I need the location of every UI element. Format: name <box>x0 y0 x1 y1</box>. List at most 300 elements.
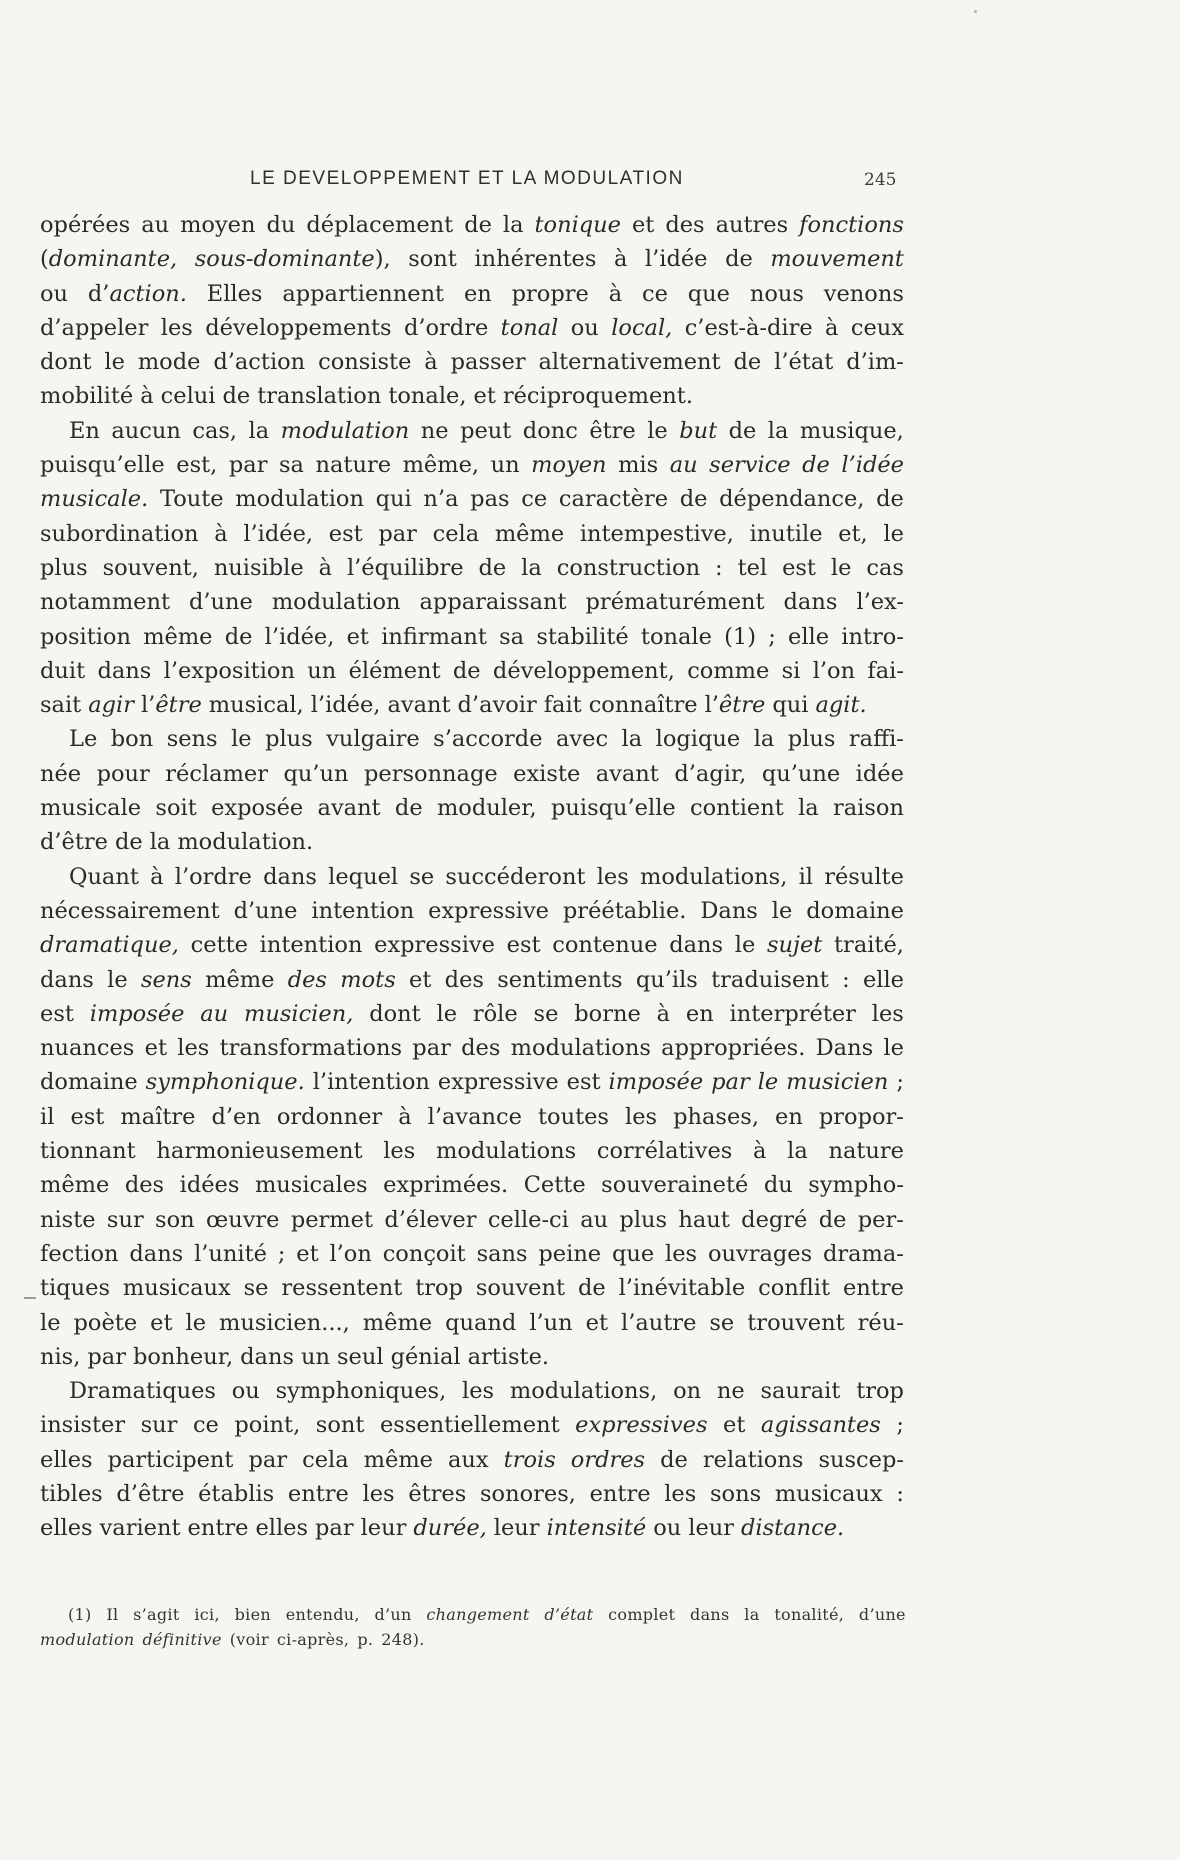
word: artiste. <box>467 1343 550 1370</box>
word: connaître <box>588 692 698 719</box>
text-line <box>40 825 904 859</box>
word: des <box>287 966 327 993</box>
word: cela <box>302 1446 349 1473</box>
footnote-line <box>40 1602 906 1627</box>
word: l’inévitable <box>618 1275 746 1302</box>
word: nuances <box>40 1035 135 1062</box>
word: entre <box>287 1480 349 1507</box>
word: à <box>608 280 623 307</box>
word: œuvre <box>205 1206 280 1233</box>
word: tibles <box>40 1480 103 1507</box>
word: est <box>328 520 363 547</box>
word: entre <box>187 1515 249 1542</box>
word: modulation <box>235 486 364 513</box>
word: de <box>728 417 757 444</box>
word: mode <box>137 349 201 376</box>
word: conçoit <box>382 1240 466 1267</box>
word: au <box>141 212 170 238</box>
word: avant <box>595 760 659 787</box>
word: que <box>611 1240 655 1267</box>
text-line <box>40 1306 904 1340</box>
word: musicien..., <box>219 1309 350 1336</box>
word: intro- <box>841 623 904 650</box>
word: complet <box>608 1605 676 1624</box>
word: est <box>40 1000 74 1027</box>
word: entre <box>589 1480 651 1507</box>
word: par <box>412 1035 451 1062</box>
word: en <box>685 1000 714 1027</box>
word: le <box>185 1309 207 1336</box>
word: transformations <box>219 1035 403 1062</box>
word: agir <box>88 692 134 719</box>
word: de <box>114 829 143 856</box>
word: lequel <box>328 863 399 890</box>
word: peut <box>460 417 512 444</box>
word: l’unité <box>194 1240 267 1267</box>
word: agit. <box>815 692 867 719</box>
word: est <box>70 1103 105 1130</box>
word: plus <box>265 726 313 753</box>
word: la <box>502 212 524 238</box>
word: le <box>647 417 668 444</box>
word: musicales <box>254 1172 368 1199</box>
word: si <box>781 657 801 684</box>
word: que <box>687 280 730 307</box>
text-line <box>40 242 904 276</box>
word: qui <box>772 692 809 719</box>
word: un <box>307 657 337 684</box>
word: son <box>155 1206 195 1233</box>
word: d’état <box>544 1605 594 1624</box>
word: l’autre <box>621 1309 697 1336</box>
word: elles <box>255 1515 309 1542</box>
word: Dramatiques <box>69 1378 216 1405</box>
word: qu’un <box>283 760 349 787</box>
word: sujet <box>766 932 823 959</box>
word: (1) <box>68 1605 92 1624</box>
word: dont <box>40 349 92 376</box>
word: même <box>494 520 565 547</box>
text-line <box>40 585 904 619</box>
word: et <box>473 383 496 410</box>
word: de <box>725 246 753 273</box>
word: à <box>398 1103 412 1130</box>
word: position <box>40 623 131 650</box>
word: la <box>621 726 643 753</box>
word: tonique <box>534 212 621 238</box>
word: construction <box>556 554 701 581</box>
word: et <box>144 1035 167 1062</box>
word: corrélatives <box>596 1138 733 1165</box>
word: la <box>767 417 789 444</box>
text-line <box>40 620 904 654</box>
word: trop <box>415 1275 463 1302</box>
word: l’on <box>329 1240 372 1267</box>
word: sans <box>476 1240 528 1267</box>
word: Quant <box>69 863 139 890</box>
word: ne <box>716 1378 745 1405</box>
word: consiste <box>318 349 412 376</box>
word: bon <box>110 726 154 753</box>
word: bien <box>234 1605 271 1624</box>
word: c’est-à-dire <box>684 314 813 341</box>
word: même <box>143 623 213 650</box>
word: développement, <box>492 657 675 684</box>
word: elle <box>862 966 904 993</box>
word: d’être <box>116 1480 185 1507</box>
word: ordres <box>570 1446 646 1473</box>
word: déplacement <box>306 212 454 238</box>
word: donc <box>522 417 578 444</box>
word: nature <box>828 1138 904 1165</box>
word: résulte <box>824 863 904 890</box>
text-line <box>40 1271 904 1305</box>
word: pas <box>470 486 510 513</box>
word: les <box>665 1240 698 1267</box>
text-line <box>40 1237 904 1271</box>
word: en <box>775 1103 803 1130</box>
word: durée, <box>413 1515 487 1542</box>
word: sympho- <box>808 1172 904 1199</box>
word: ou <box>570 314 599 341</box>
word: propre <box>511 280 589 307</box>
word: d’un <box>374 1605 412 1624</box>
word: d’en <box>211 1103 261 1130</box>
word: même <box>40 1172 110 1199</box>
word: modulation <box>271 589 401 616</box>
word: idées <box>179 1172 240 1199</box>
word: par <box>711 1069 750 1096</box>
word: : <box>715 554 723 581</box>
word: caractère <box>558 486 669 513</box>
word: ne <box>420 417 449 444</box>
word: et <box>150 1309 173 1336</box>
text-line <box>40 1443 904 1477</box>
word: l’un <box>529 1309 573 1336</box>
word: souveraineté <box>601 1172 749 1199</box>
word: les <box>383 1138 416 1165</box>
word: nous <box>749 280 804 307</box>
word: par <box>315 1515 354 1542</box>
text-line <box>40 1477 904 1511</box>
word: née <box>40 760 82 787</box>
word: sont <box>408 246 457 273</box>
word: le <box>107 966 128 993</box>
word: dans <box>783 589 838 616</box>
text-line <box>40 688 904 722</box>
word: des <box>444 966 484 993</box>
word: réclamer <box>165 760 268 787</box>
word: le <box>734 932 756 959</box>
word: de <box>222 383 251 410</box>
word: à <box>214 520 228 547</box>
word: appropriées. <box>661 1035 806 1062</box>
word: d’action. <box>87 280 187 307</box>
word: : <box>842 966 850 993</box>
word: contient <box>690 795 784 822</box>
word: la <box>787 1138 808 1165</box>
word: de <box>660 1446 688 1473</box>
word: phases, <box>673 1103 759 1130</box>
word: alternativement <box>538 349 721 376</box>
text-line <box>40 722 904 756</box>
word: à <box>140 383 154 410</box>
word: permet <box>290 1206 373 1233</box>
word: haut <box>678 1206 730 1233</box>
word: poète <box>73 1309 138 1336</box>
word: apparaissant <box>419 589 567 616</box>
word: succéderont <box>445 863 586 890</box>
text-line <box>40 311 904 345</box>
word: pour <box>96 760 150 787</box>
word: dont <box>369 1000 421 1027</box>
text-line <box>40 1100 904 1134</box>
word: être <box>589 417 636 444</box>
word: symphoniques, <box>275 1378 447 1405</box>
word: préétablie. <box>562 897 687 924</box>
word: la <box>149 829 171 856</box>
word: ce <box>192 1412 219 1439</box>
word: se <box>243 1275 269 1302</box>
word: suscep- <box>818 1446 904 1473</box>
word: soit <box>155 795 197 822</box>
word: Dans <box>700 897 758 924</box>
word: dans <box>97 657 152 684</box>
word: les <box>596 863 629 890</box>
word: dramatique, <box>40 932 179 959</box>
word: ouvrages <box>707 1240 813 1267</box>
word: sonores, <box>480 1480 576 1507</box>
word: plus <box>787 726 836 753</box>
word: infirmant <box>381 623 487 650</box>
word: insister <box>40 1412 126 1439</box>
word: au <box>580 1206 609 1233</box>
word: le <box>883 1035 904 1062</box>
word: nis, <box>40 1343 81 1370</box>
word: cela <box>432 520 480 547</box>
word: de <box>577 1275 606 1302</box>
word: leur <box>688 1515 735 1542</box>
text-line <box>40 551 904 585</box>
word: puisqu’elle <box>40 452 165 479</box>
word: point, <box>234 1412 301 1439</box>
word: et <box>346 623 369 650</box>
word: les <box>871 1000 904 1027</box>
word: fonctions <box>799 212 904 238</box>
word: modulations, <box>640 863 788 890</box>
text-line <box>40 208 904 242</box>
footnote-line <box>40 1627 906 1652</box>
word: l’idée <box>644 246 708 273</box>
word: trouvent <box>747 1309 845 1336</box>
word: Cette <box>523 1172 586 1199</box>
text-line <box>40 1511 904 1545</box>
word: raffi- <box>848 726 904 753</box>
word: bonheur, <box>132 1343 234 1370</box>
word: à <box>424 349 438 376</box>
word: les <box>462 1378 495 1405</box>
word: l’ordre <box>174 863 252 890</box>
word: des <box>461 1035 501 1062</box>
word: la <box>744 1605 760 1624</box>
word: opérées <box>40 212 131 238</box>
word: comme <box>687 657 770 684</box>
word: de <box>818 1206 847 1233</box>
word: de <box>452 657 481 684</box>
word: dans <box>690 1605 730 1624</box>
word: l’être <box>140 692 202 719</box>
word: leur <box>360 1515 407 1542</box>
word: le <box>757 1069 779 1096</box>
word: harmonieusement <box>156 1138 363 1165</box>
word: local, <box>611 314 673 341</box>
text-line <box>40 448 904 482</box>
word: translation <box>257 383 382 410</box>
word: intention <box>259 932 363 959</box>
word: Dans <box>815 1035 874 1062</box>
word: ; <box>896 1069 904 1096</box>
word: ordonner <box>276 1103 383 1130</box>
word: : <box>896 1480 904 1507</box>
word: le <box>231 726 252 753</box>
word: d’une <box>189 589 253 616</box>
word: expressive <box>428 897 549 924</box>
word: ; <box>896 1412 904 1439</box>
word: inutile <box>749 520 823 547</box>
word: même <box>205 966 275 993</box>
word: élément <box>348 657 441 684</box>
word: et <box>296 1240 319 1267</box>
word: service <box>709 452 791 479</box>
word: sous-dominante), <box>194 246 391 273</box>
word: l’exposition <box>163 657 295 684</box>
word: Toute <box>159 486 224 513</box>
word: expressive <box>437 1069 559 1096</box>
word: n’a <box>423 486 459 513</box>
word: par <box>378 520 417 547</box>
text-line <box>40 928 904 962</box>
word: exposée <box>211 795 304 822</box>
word: d’avoir <box>457 692 537 719</box>
word: sentiments <box>497 966 623 993</box>
word: même <box>362 1309 433 1336</box>
word: contenue <box>552 932 658 959</box>
word: (1) <box>724 623 757 650</box>
text-line <box>40 517 904 551</box>
word: avant <box>317 795 381 822</box>
word: la <box>798 795 819 822</box>
word: ressentent <box>281 1275 403 1302</box>
word: des <box>665 212 705 238</box>
word: 248). <box>381 1630 425 1649</box>
word: per- <box>857 1206 904 1233</box>
paper-speck <box>974 10 977 13</box>
word: la <box>248 417 270 444</box>
word: agissantes <box>760 1412 881 1439</box>
word: et <box>631 212 655 238</box>
word: avec <box>556 726 609 753</box>
word: celle-ci <box>487 1206 569 1233</box>
text-line <box>40 791 904 825</box>
word: musicaux <box>774 1480 883 1507</box>
word: de <box>224 623 253 650</box>
word: définitive <box>142 1630 222 1649</box>
word: Le <box>69 726 98 753</box>
paragraph <box>40 722 904 859</box>
word: ou <box>231 1378 260 1405</box>
word: moyen <box>180 212 256 238</box>
word: expressive <box>374 932 495 959</box>
word: qu’ils <box>635 966 698 993</box>
word: domaine <box>806 897 904 924</box>
word: on <box>673 1378 702 1405</box>
word: ce <box>641 280 668 307</box>
text-line <box>40 482 904 516</box>
word: établis <box>198 1480 275 1507</box>
word: qui <box>375 486 412 513</box>
text-line <box>40 757 904 791</box>
word: trois <box>503 1446 556 1473</box>
word: développements <box>205 314 392 341</box>
text-line <box>40 277 904 311</box>
word: appartiennent <box>282 280 445 307</box>
word: notamment <box>40 589 171 616</box>
word: l’intention <box>312 1069 430 1096</box>
word: inhérentes <box>474 246 597 273</box>
word: du <box>763 1172 793 1199</box>
word: participent <box>107 1446 234 1473</box>
word: seul <box>337 1343 384 1370</box>
word: p. <box>357 1630 374 1649</box>
word: sa <box>279 452 304 479</box>
word: de <box>464 212 492 238</box>
word: plus <box>619 1206 668 1233</box>
word: personnage <box>364 760 498 787</box>
word: vulgaire <box>326 726 420 753</box>
word: au <box>200 1000 229 1027</box>
word: fai- <box>867 657 904 684</box>
word: raison <box>833 795 904 822</box>
word: de <box>394 795 423 822</box>
word: et, <box>838 520 868 547</box>
word: puisqu’elle <box>551 795 676 822</box>
word: Elles <box>206 280 263 307</box>
paragraph <box>40 414 904 723</box>
text-line <box>40 1203 904 1237</box>
word: à <box>753 1138 767 1165</box>
word: la <box>753 726 775 753</box>
word: et <box>585 1309 609 1336</box>
word: tonale, <box>388 383 467 410</box>
word: de <box>478 554 507 581</box>
word: est <box>782 554 816 581</box>
word: le <box>436 1000 458 1027</box>
text-line <box>40 414 904 448</box>
word: s’accorde <box>433 726 543 753</box>
word: trop <box>856 1378 904 1405</box>
word: propor- <box>818 1103 904 1130</box>
word: prématurément <box>585 589 765 616</box>
word: à <box>613 246 628 273</box>
word: entendu, <box>285 1605 360 1624</box>
word: dans <box>669 932 724 959</box>
running-head <box>0 168 1180 198</box>
word: dans <box>129 1240 184 1267</box>
word: d’une <box>233 897 298 924</box>
word: de <box>876 486 904 513</box>
word: avant <box>387 692 451 719</box>
paragraph <box>40 860 904 1374</box>
